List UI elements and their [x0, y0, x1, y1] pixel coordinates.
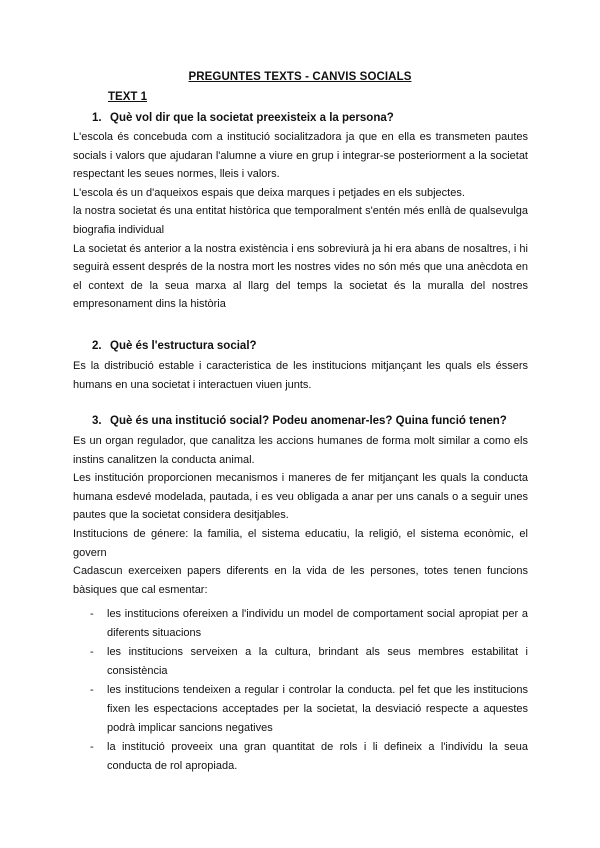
- paragraph: Institucions de génere: la familia, el sistema educatiu, la religió, el sistema econòmic, el govern: [73, 527, 528, 559]
- paragraph: L'escola és concebuda com a institució socialitzadora ja que en ella es transmeten pautes socials i valors que ajudaran l'alumne a viure en grup i integrar-se posteriorment a la societat respectant les seues normes, lleis i valors.: [73, 131, 528, 181]
- bullet-marker: -: [90, 646, 94, 659]
- section-label: TEXT 1: [108, 91, 147, 103]
- paragraph: Cadascun exerceixen papers diferents en la vida de les persones, totes tenen funcions bàsiques que cal esmentar:: [73, 565, 528, 596]
- paragraph: Es un organ regulador, que canalitza les accions humanes de forma molt similar a como els instins canalitzen la conducta animal.: [73, 435, 528, 466]
- question-text: Què vol dir que la societat preexisteix a la persona?: [110, 112, 394, 124]
- question-1-heading: [92, 112, 394, 124]
- paragraph: L'escola és un d'aqueixos espais que deixa marques i petjades en els subjectes.: [73, 186, 465, 199]
- function-bullet-list: [90, 605, 528, 776]
- question-3-heading: [92, 415, 507, 427]
- document-title: PREGUNTES TEXTS - CANVIS SOCIALS: [188, 71, 412, 83]
- paragraph: Les institución proporcionen mecanismos i maneres de fer mitjançant les quals la conducta humana esdevé modelada, pautada, i es veu obligada a anar per uns canals o a seguir unes pautes que la societat considera desitjables.: [73, 472, 528, 522]
- bullet-marker: -: [90, 608, 94, 620]
- list-item: [90, 738, 528, 775]
- list-item-text: les institucions serveixen a la cultura, brindant als seus membres estabilitat i consistència: [107, 646, 528, 677]
- bullet-marker: -: [90, 684, 94, 697]
- list-item: [90, 643, 528, 680]
- question-2-heading: [92, 340, 257, 352]
- list-item: [90, 681, 528, 737]
- question-text: Què és una institució social? Podeu anomenar-les? Quina funció tenen?: [110, 415, 507, 427]
- list-item: [90, 605, 528, 642]
- answer-2: [73, 357, 528, 394]
- paragraph: la nostra societat és una entitat històrica que temporalment s'entén més enllà de qualsevulga biografia individual: [73, 205, 528, 236]
- list-item-text: la institució proveeix una gran quantitat de rols i li defineix a l'individu la seua conducta de rol apropiada.: [107, 741, 528, 772]
- paragraph: La societat és anterior a la nostra existència i ens sobreviurà ja hi era abans de nosaltres, i hi seguirà essent després de la nostra mort les nostres vides no són més que una anècdota en el context de la seua marxa al llarg del temps la societat és la muralla del nostres empresonament dins la història: [73, 242, 528, 311]
- question-number: 3.: [92, 415, 102, 427]
- question-number: 1.: [92, 112, 102, 124]
- list-item-text: les institucions ofereixen a l'individu un model de comportament social apropiat per a diferents situacions: [107, 608, 528, 639]
- list-item-text: les institucions tendeixen a regular i controlar la conducta. pel fet que les institucions fixen les espectacions acceptades per la societat, la desviació respecte a aquestes podrà implicar sancions negatives: [107, 684, 528, 734]
- question-text: Què és l'estructura social?: [110, 340, 257, 352]
- answer-1: [73, 128, 528, 314]
- paragraph: Es la distribució estable i caracteristica de les institucions mitjançant les quals els éssers humans en una societat i interactuen viuen junts.: [73, 360, 528, 391]
- bullet-marker: -: [90, 741, 94, 754]
- answer-3: [73, 432, 528, 599]
- question-number: 2.: [92, 340, 102, 352]
